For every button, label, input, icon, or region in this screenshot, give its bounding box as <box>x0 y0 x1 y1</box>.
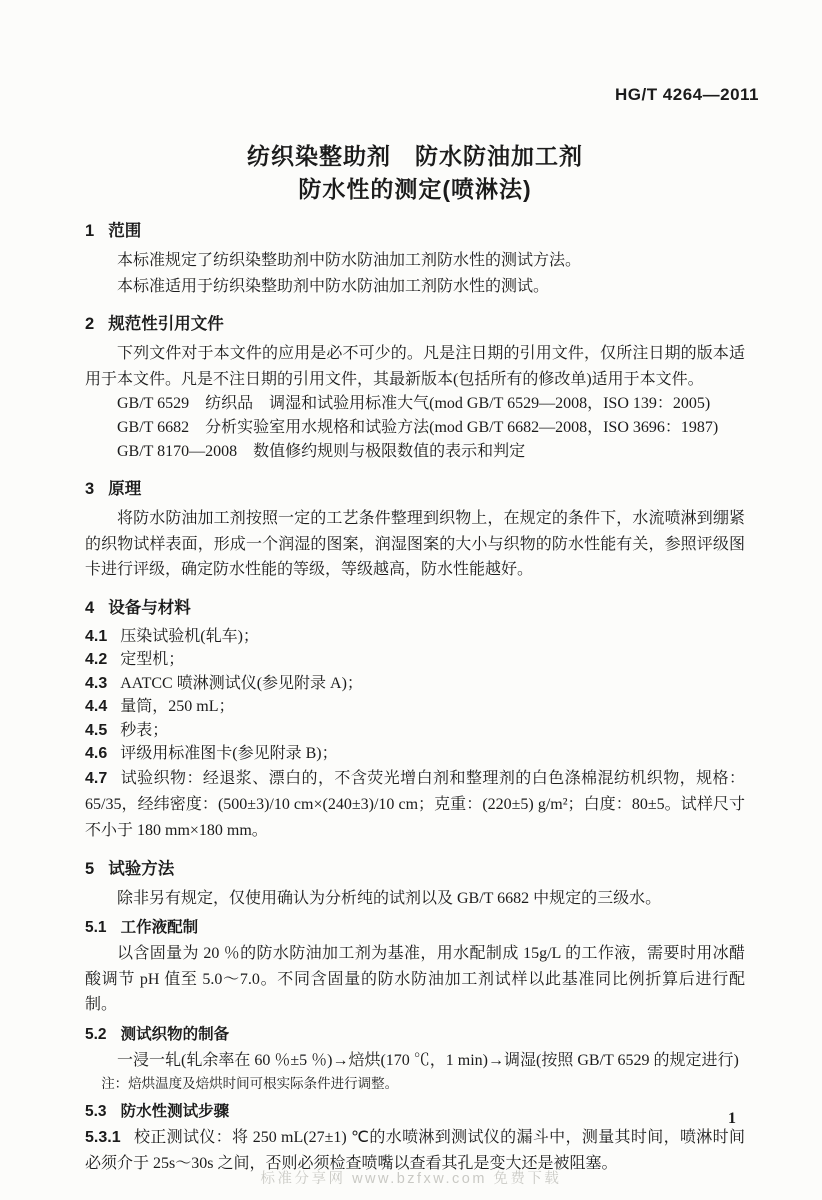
clause-number: 3 <box>85 480 95 498</box>
clause-number: 2 <box>85 315 95 333</box>
clause-number: 4.6 <box>85 745 108 762</box>
clause-number: 5.3.1 <box>85 1129 121 1146</box>
section-heading <box>85 478 745 500</box>
subsection-heading <box>85 917 745 939</box>
clause-number: 5.1 <box>85 919 107 936</box>
clause-number: 4 <box>85 598 95 617</box>
paragraph: 以含固量为 20 ％的防水防油加工剂为基准，用水配制成 15g/L 的工作液，需要时用冰醋酸调节 pH 值至 5.0～7.0。不同含固量的防水防油加工剂试样以此基准同比例折算后进行配制。 <box>85 945 745 1013</box>
reference-item: GB/T 6529 纺织品 调湿和试验用标准大气(mod GB/T 6529—2008，ISO 139：2005) <box>117 395 711 412</box>
clause-number: 4.3 <box>85 674 108 692</box>
document-title-line1: 纺织染整助剂 防水防油加工剂 <box>247 143 583 169</box>
clause-title: 规范性引用文件 <box>108 315 224 333</box>
paragraph: 本标准规定了纺织染整助剂中防水防油加工剂防水性的测试方法。 <box>117 252 582 269</box>
paragraph-text: 校正测试仪：将 250 mL(27±1) ℃的水喷淋到测试仪的漏斗中，测量其时间，喷淋时间必须介于 25s～30s 之间，否则必须检查喷嘴以查看其孔是变大还是被阻塞。 <box>85 1129 745 1172</box>
page-number: 1 <box>728 1110 736 1127</box>
document-title-line2: 防水性的测定(喷淋法) <box>298 176 532 202</box>
paragraph: 将防水防油加工剂按照一定的工艺条件整理到织物上，在规定的条件下，水流喷淋到绷紧的织物试样表面，形成一个润湿的图案，润湿图案的大小与织物的防水性能有关，参照评级图卡进行评级，确定防水性能的等级，等级越高，防水性能越好。 <box>85 510 745 578</box>
paragraph: 本标准适用于纺织染整助剂中防水防油加工剂防水性的测试。 <box>117 277 550 295</box>
subsection-heading <box>85 1024 745 1046</box>
equipment-item <box>85 766 745 844</box>
clause-number: 5 <box>85 859 95 878</box>
clause-number: 4.2 <box>85 651 108 668</box>
clause-number: 4.1 <box>85 627 108 645</box>
subsection-heading <box>85 1101 745 1123</box>
equipment-item <box>85 648 745 672</box>
section-test-method <box>85 858 745 1177</box>
process-line: 一浸一轧(轧余率在 60 ％±5 ％)→焙烘(170 ℃，1 min)→调湿(按照 GB/T 6529 的规定进行) <box>117 1051 739 1069</box>
paragraph: 除非另有规定，仅使用确认为分析纯的试剂以及 GB/T 6682 中规定的三级水。 <box>117 889 662 907</box>
equipment-list <box>85 625 745 844</box>
clause-number: 4.4 <box>85 698 108 715</box>
clause-number: 5.3 <box>85 1103 107 1120</box>
equipment-item-text: 秒表； <box>120 721 169 739</box>
reference-list <box>85 392 745 464</box>
clause-title: 防水性测试步骤 <box>120 1103 230 1120</box>
section-equipment-materials <box>85 597 745 844</box>
equipment-item-text: 定型机； <box>120 651 185 668</box>
watermark: 标准分享网 www.bzfxw.com 免费下载 <box>260 1171 562 1187</box>
equipment-item <box>85 742 745 766</box>
clause-title: 原理 <box>108 480 142 498</box>
equipment-item-text: 量筒，250 mL； <box>120 698 235 715</box>
clause-number: 4.5 <box>85 721 108 739</box>
standard-number: HG/T 4264—2011 <box>614 85 759 104</box>
clause-number: 4.7 <box>85 769 108 787</box>
note: 注：焙烘温度及焙烘时间可根实际条件进行调整。 <box>101 1076 399 1091</box>
clause-title: 测试织物的制备 <box>120 1025 230 1043</box>
clause-title: 试验方法 <box>108 859 175 878</box>
section-heading <box>85 220 745 242</box>
equipment-item-text: 试验织物：经退浆、漂白的，不含荧光增白剂和整理剂的白色涤棉混纺机织物，规格：65/35，经纬密度：(500±3)/10 cm×(240±3)/10 cm；克重：(220±5) g/m²；白度：80±5。试样尺寸不小于 180 mm×180 mm。 <box>85 769 745 839</box>
clause-title: 范围 <box>108 222 142 240</box>
page-content <box>85 0 759 1176</box>
paragraph: 下列文件对于本文件的应用是必不可少的。凡是注日期的引用文件，仅所注日期的版本适用于本文件。凡是不注日期的引用文件，其最新版本(包括所有的修改单)适用于本文件。 <box>85 345 745 388</box>
clause-title: 工作液配制 <box>120 919 199 936</box>
section-scope <box>85 220 745 299</box>
section-heading <box>85 597 745 619</box>
clause-number: 5.2 <box>85 1025 107 1043</box>
section-heading <box>85 858 745 880</box>
reference-item: GB/T 6682 分析实验室用水规格和试验方法(mod GB/T 6682—2008，ISO 3696：1987) <box>117 419 719 436</box>
equipment-item-text: AATCC 喷淋测试仪(参见附录 A)； <box>120 674 363 692</box>
reference-item: GB/T 8170—2008 数值修约规则与极限数值的表示和判定 <box>117 443 526 460</box>
equipment-item <box>85 625 745 649</box>
clause-number: 1 <box>85 222 95 240</box>
equipment-item <box>85 695 745 719</box>
equipment-item <box>85 719 745 743</box>
equipment-item-text: 压染试验机(轧车)； <box>120 627 259 645</box>
section-heading <box>85 313 745 335</box>
section-principle <box>85 478 745 583</box>
equipment-item <box>85 672 745 696</box>
section-normative-references <box>85 313 745 464</box>
document-title <box>85 140 745 206</box>
clause-title: 设备与材料 <box>108 598 191 617</box>
equipment-item-text: 评级用标准图卡(参见附录 B)； <box>120 745 338 762</box>
